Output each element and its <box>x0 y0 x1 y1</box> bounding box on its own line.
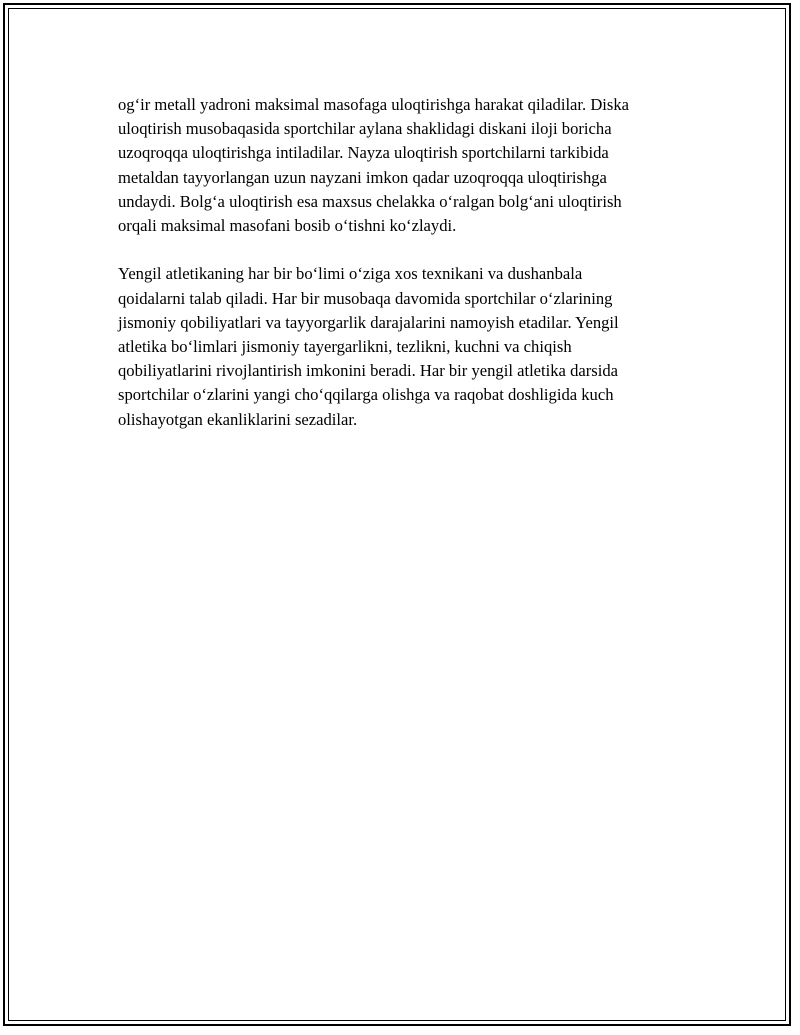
text-line: undaydi. Bolg‘a uloqtirish esa maxsus chelakka o‘ralgan bolg‘ani uloqtirish <box>118 191 622 211</box>
text-line: qobiliyatlarini rivojlantirish imkonini beradi. Har bir yengil atletika darsida <box>118 361 618 381</box>
text-line: jismoniy qobiliyatlari va tayyorgarlik darajalarini namoyish etadilar. Yengil <box>118 312 619 332</box>
paragraph-1 <box>118 93 708 238</box>
text-line: metaldan tayyorlangan uzun nayzani imkon qadar uzoqroqqa uloqtirishga <box>118 167 607 187</box>
text-line: uzoqroqqa uloqtirishga intiladilar. Nayza uloqtirish sportchilarni tarkibida <box>118 143 609 163</box>
text-line: atletika bo‘limlari jismoniy tayergarlikni, tezlikni, kuchni va chiqish <box>118 337 572 357</box>
document-body <box>118 93 708 432</box>
text-line: qoidalarni talab qiladi. Har bir musobaqa davomida sportchilar o‘zlarining <box>118 288 613 308</box>
paragraph-2 <box>118 262 708 431</box>
text-line: sportchilar o‘zlarini yangi cho‘qqilarga olishga va raqobat doshligida kuch <box>118 385 614 405</box>
text-line: Yengil atletikaning har bir bo‘limi o‘ziga xos texnikani va dushanbala <box>118 264 583 284</box>
text-line: olishayotgan ekanliklarini sezadilar. <box>118 409 358 429</box>
text-line: orqali maksimal masofani bosib o‘tishni ko‘zlaydi. <box>118 216 457 236</box>
text-line: og‘ir metall yadroni maksimal masofaga uloqtirishga harakat qiladilar. Diska <box>118 95 630 114</box>
text-line: uloqtirish musobaqasida sportchilar aylana shaklidagi diskani iloji boricha <box>118 119 612 139</box>
